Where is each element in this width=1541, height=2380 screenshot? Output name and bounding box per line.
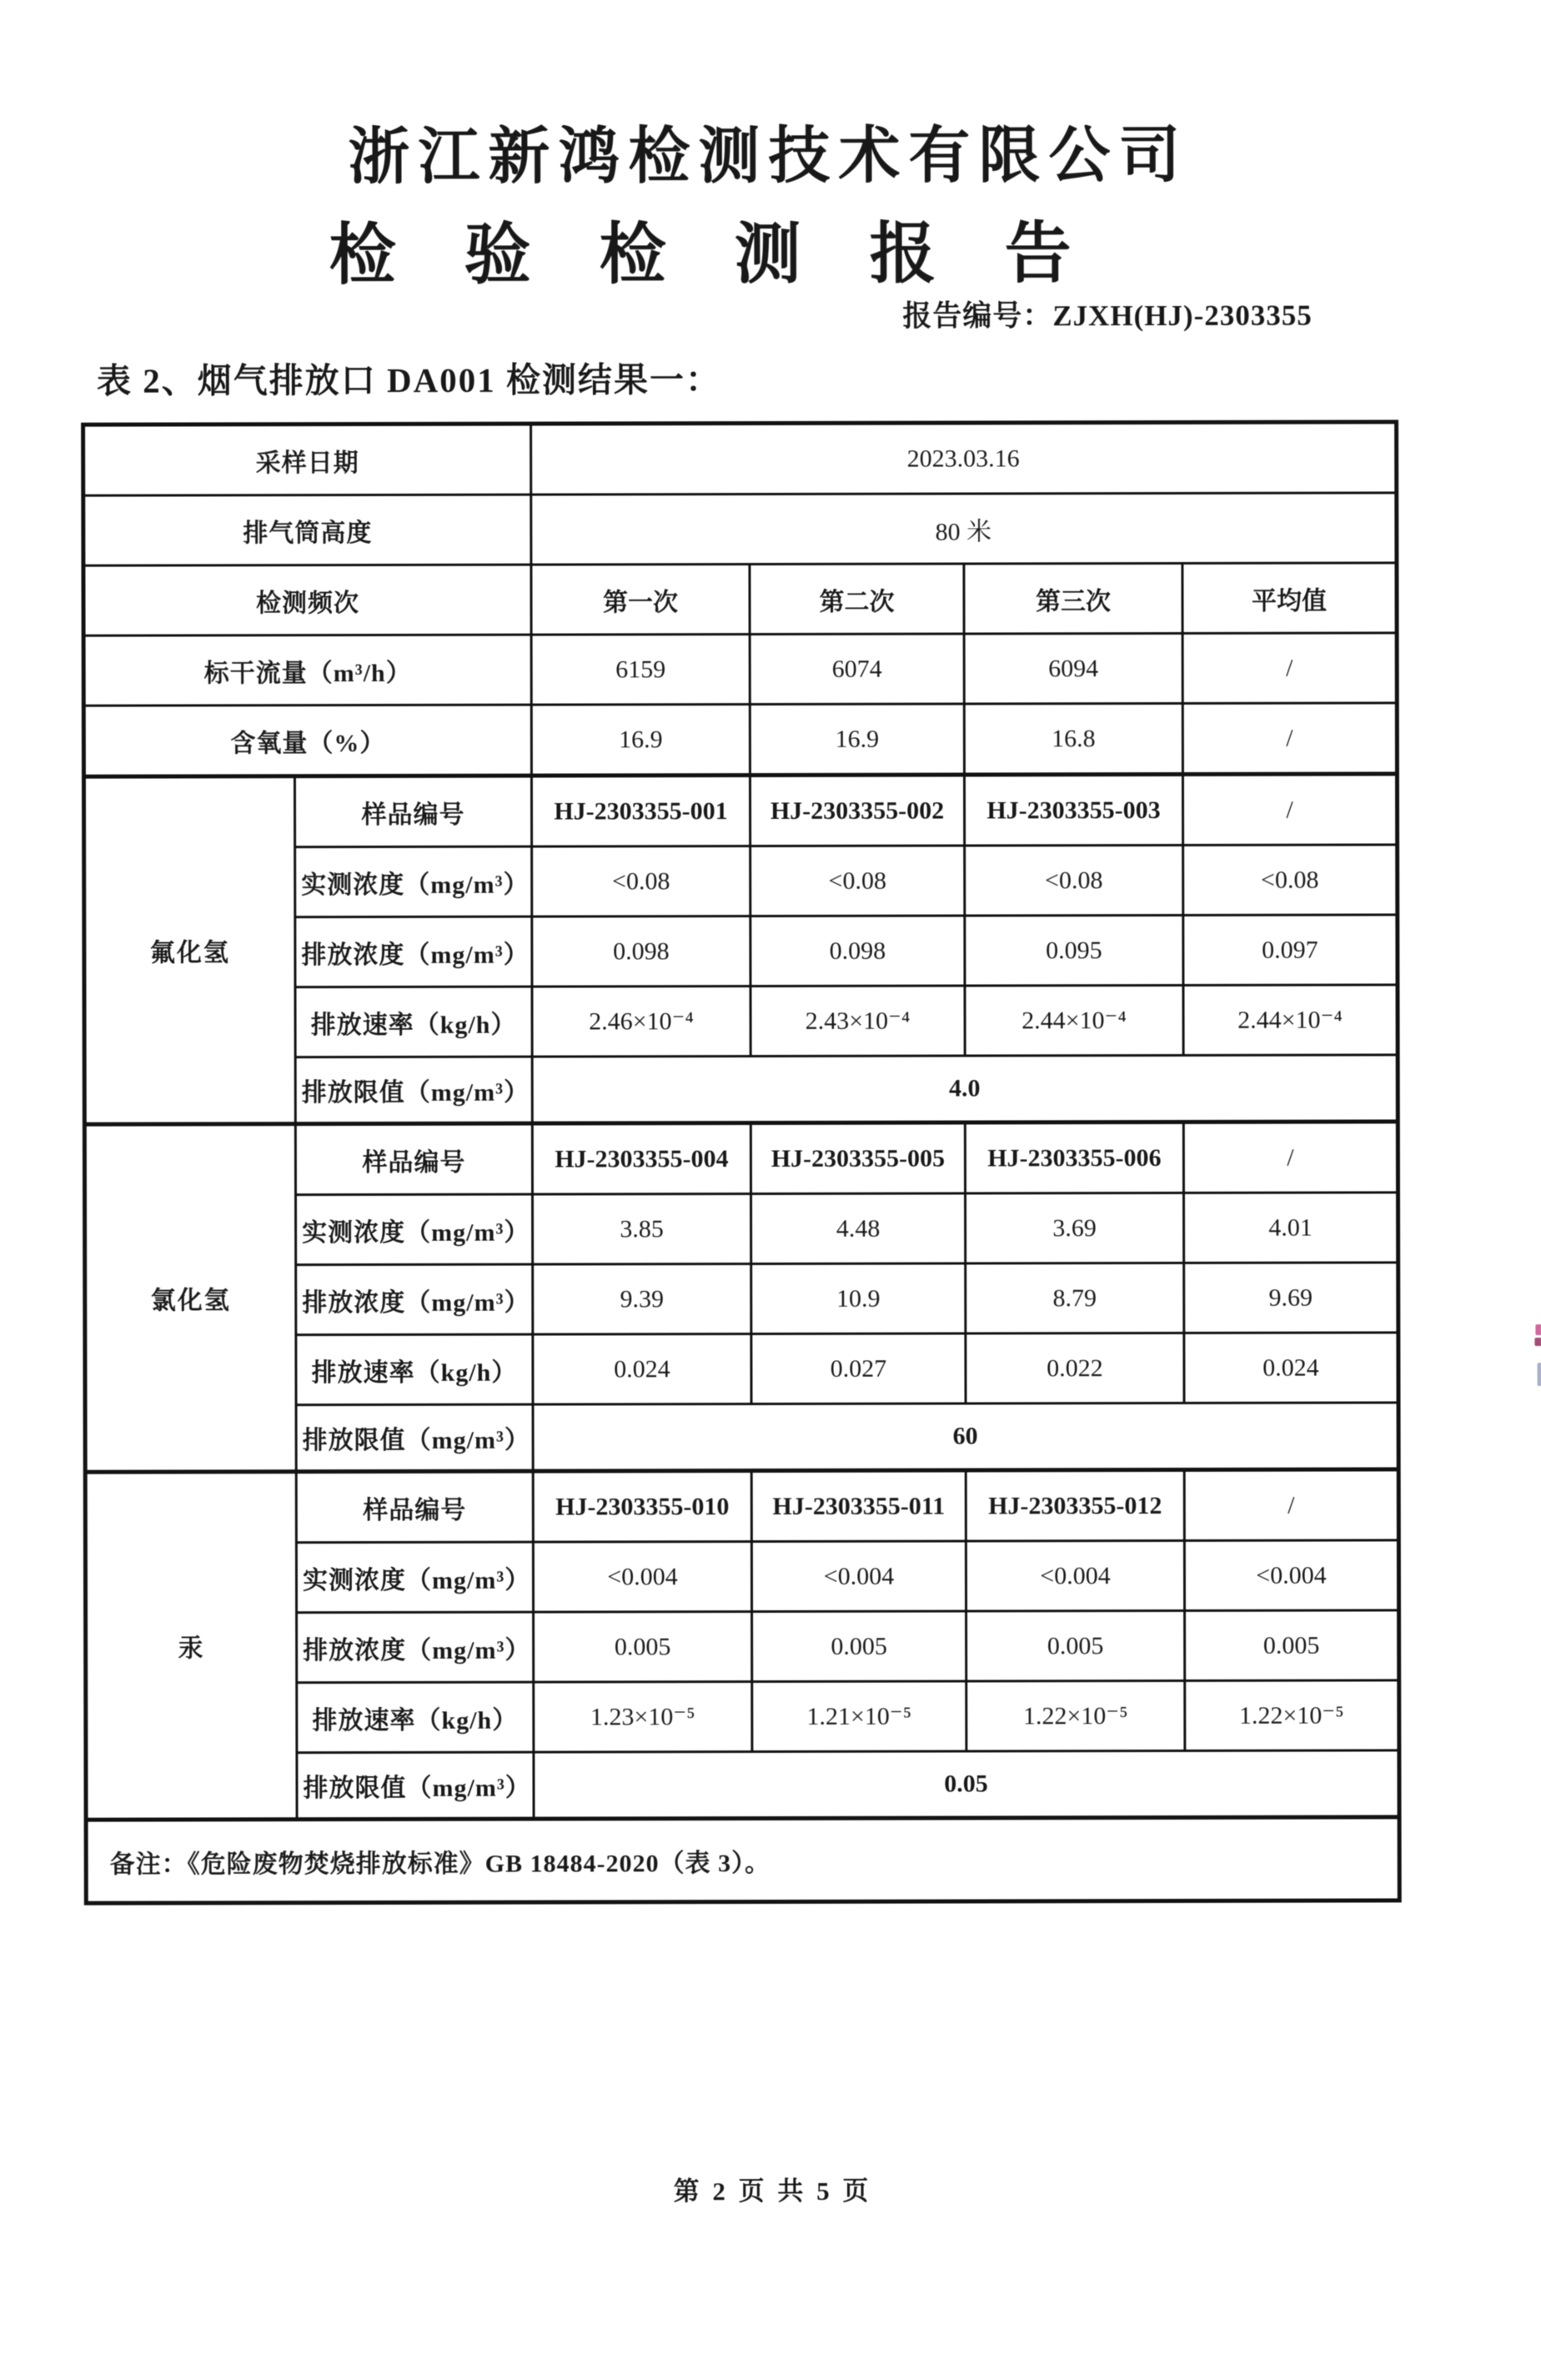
cell-value: 0.098 xyxy=(750,916,965,987)
cell-value: 2.44×10⁻⁴ xyxy=(1183,985,1398,1056)
cell-value: <0.004 xyxy=(751,1541,966,1612)
limit-value: 60 xyxy=(533,1403,1398,1471)
cell-value: 0.027 xyxy=(751,1333,966,1404)
cell-value: 2.46×10⁻⁴ xyxy=(532,987,750,1057)
row-value: 80 米 xyxy=(531,493,1397,565)
cell-value: 8.79 xyxy=(966,1263,1184,1333)
cell-value: HJ-2303355-001 xyxy=(531,776,750,847)
cell-value: <0.08 xyxy=(532,846,750,917)
row-value: 2023.03.16 xyxy=(531,422,1397,495)
cell-value: <0.08 xyxy=(750,846,965,916)
cell-value: 0.005 xyxy=(1185,1610,1399,1681)
row-label: 实测浓度（mg/m³） xyxy=(296,1194,533,1265)
cell-value: 0.005 xyxy=(752,1611,966,1682)
row-label: 排放限值（mg/m³） xyxy=(297,1752,534,1820)
cell-value: 1.21×10⁻⁵ xyxy=(752,1681,966,1752)
page-footer: 第 2 页 共 5 页 xyxy=(673,2176,872,2207)
table-row xyxy=(83,774,1397,847)
row-label: 实测浓度（mg/m³） xyxy=(295,846,532,917)
cell-value: HJ-2303355-011 xyxy=(751,1470,966,1542)
row-label: 样品编号 xyxy=(295,1123,532,1195)
results-table xyxy=(81,419,1402,1905)
row-label: 检测频次 xyxy=(83,565,531,635)
limit-value: 0.05 xyxy=(534,1750,1399,1819)
cell-value: / xyxy=(1182,633,1397,704)
cell-value: 0.005 xyxy=(534,1612,752,1683)
row-label: 排放速率（kg/h） xyxy=(296,1334,533,1405)
cell-value: 1.22×10⁻⁵ xyxy=(1185,1680,1399,1751)
cell-value: 16.9 xyxy=(750,704,964,776)
cell-value: / xyxy=(1184,1469,1398,1541)
cell-value: 10.9 xyxy=(751,1263,966,1334)
cell-value: 第二次 xyxy=(750,564,964,635)
cell-value: 0.005 xyxy=(966,1610,1185,1681)
report-title: 检验检测报告 xyxy=(329,218,1140,294)
cell-value: 0.095 xyxy=(965,915,1183,986)
table-caption: 表 2、烟气排放口 DA001 检测结果一： xyxy=(96,360,721,400)
cell-value: <0.004 xyxy=(1184,1540,1398,1611)
cell-value: HJ-2303355-010 xyxy=(533,1471,751,1543)
row-label: 排气筒高度 xyxy=(83,495,531,565)
scan-artifact-mark xyxy=(1535,1324,1541,1335)
cell-value: <0.08 xyxy=(965,845,1183,916)
row-label: 排放限值（mg/m³） xyxy=(295,1057,532,1124)
row-label: 标干流量（m³/h） xyxy=(83,635,531,705)
cell-value: 0.024 xyxy=(1184,1333,1398,1403)
row-label: 排放速率（kg/h） xyxy=(297,1682,534,1753)
cell-value: 6094 xyxy=(964,633,1182,704)
cell-value: <0.004 xyxy=(966,1540,1184,1611)
report-number-value: ZJXH(HJ)-2303355 xyxy=(1052,299,1313,333)
cell-value: 2.44×10⁻⁴ xyxy=(965,985,1183,1056)
row-label: 样品编号 xyxy=(294,776,531,847)
row-label: 采样日期 xyxy=(83,424,531,495)
cell-value: 3.69 xyxy=(966,1193,1184,1263)
cell-value: / xyxy=(1182,703,1397,775)
cell-value: HJ-2303355-002 xyxy=(750,775,964,846)
cell-value: HJ-2303355-005 xyxy=(750,1122,965,1194)
table-row xyxy=(85,1469,1398,1543)
table-row xyxy=(83,422,1397,495)
limit-value: 4.0 xyxy=(532,1055,1398,1123)
row-label: 实测浓度（mg/m³） xyxy=(296,1542,533,1613)
cell-value: 1.23×10⁻⁵ xyxy=(534,1682,752,1753)
cell-value: / xyxy=(1182,774,1397,846)
cell-value: 6074 xyxy=(750,634,964,705)
cell-value: 2.43×10⁻⁴ xyxy=(750,986,965,1057)
table-row xyxy=(86,1817,1399,1903)
cell-value: 4.48 xyxy=(751,1193,966,1264)
table-row xyxy=(83,563,1397,635)
cell-value: HJ-2303355-006 xyxy=(965,1122,1183,1193)
cell-value: 6159 xyxy=(531,635,750,705)
cell-value: 3.85 xyxy=(533,1194,751,1265)
cell-value: 0.024 xyxy=(533,1334,751,1405)
report-number-label: 报告编号： xyxy=(902,299,1053,333)
cell-value: 16.9 xyxy=(531,705,750,776)
cell-value: HJ-2303355-004 xyxy=(532,1123,750,1195)
pollutant-name: 氯化氢 xyxy=(84,1124,296,1473)
cell-value: 9.39 xyxy=(533,1264,751,1335)
cell-value: / xyxy=(1183,1122,1398,1193)
cell-value: 0.097 xyxy=(1183,915,1398,986)
cell-value: 第三次 xyxy=(964,563,1182,634)
pollutant-name: 汞 xyxy=(85,1472,297,1820)
report-number xyxy=(902,293,1313,335)
cell-value: 平均值 xyxy=(1182,563,1397,634)
row-label: 排放浓度（mg/m³） xyxy=(296,1264,533,1335)
row-label: 排放浓度（mg/m³） xyxy=(295,916,532,987)
cell-value: HJ-2303355-003 xyxy=(964,774,1182,846)
scan-artifact-mark xyxy=(1534,1338,1541,1346)
note-text: 备注：《危险废物焚烧排放标准》GB 18484-2020（表 3）。 xyxy=(86,1817,1399,1903)
table-row xyxy=(83,633,1397,705)
company-name: 浙江新鸿检测技术有限公司 xyxy=(348,121,1189,193)
table-row xyxy=(83,703,1397,776)
cell-value: 0.098 xyxy=(532,916,750,987)
row-label: 排放限值（mg/m³） xyxy=(296,1404,533,1472)
cell-value: 第一次 xyxy=(531,565,750,635)
table-row xyxy=(83,493,1397,565)
row-label: 排放速率（kg/h） xyxy=(295,987,532,1057)
scan-artifact-mark xyxy=(1537,1363,1541,1386)
cell-value: 0.022 xyxy=(966,1333,1184,1403)
row-label: 含氧量（%） xyxy=(83,705,531,776)
cell-value: 4.01 xyxy=(1184,1193,1398,1263)
cell-value: HJ-2303355-012 xyxy=(966,1469,1184,1541)
table-row xyxy=(84,1122,1398,1195)
cell-value: 1.22×10⁻⁵ xyxy=(966,1680,1185,1751)
cell-value: <0.08 xyxy=(1183,845,1398,916)
row-label: 排放浓度（mg/m³） xyxy=(297,1612,534,1683)
cell-value: <0.004 xyxy=(533,1542,751,1613)
cell-value: 9.69 xyxy=(1184,1263,1398,1333)
row-label: 样品编号 xyxy=(296,1471,533,1543)
cell-value: 16.8 xyxy=(964,703,1182,775)
pollutant-name: 氟化氢 xyxy=(83,776,295,1125)
